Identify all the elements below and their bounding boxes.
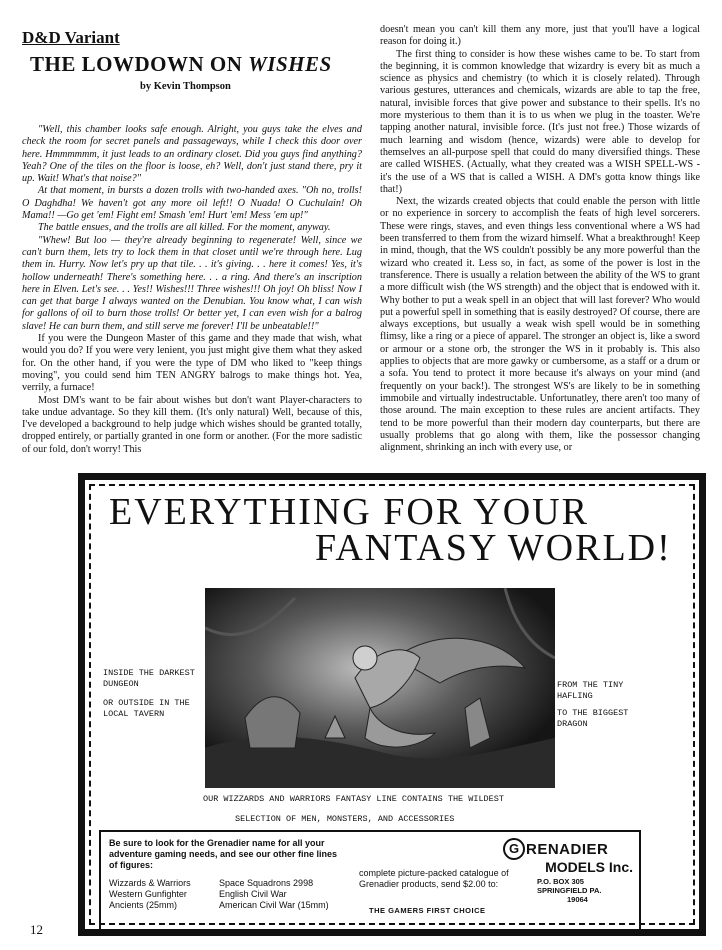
- lines-col-2: [219, 878, 329, 911]
- left-column: [22, 124, 362, 456]
- logo-g-icon: G: [503, 838, 525, 860]
- paragraph: "Well, this chamber looks safe enough. Alright, you guys take the elves and check the room for secret panels and passageways, while I check this door over here. Hmmmmmm, it just leads to an ordinary closet. Did you guys find anything? Yeah? One of the tiles on the floor is loose, eh? Well, don't just stand there, pry it up. Wait! What's that noise?": [22, 124, 362, 185]
- article-title: [30, 52, 360, 77]
- catalogue-text: complete picture-packed catalogue of Grenadier products, send $2.00 to:: [359, 868, 509, 889]
- address-line: P.O. BOX 305: [537, 877, 584, 886]
- address-line: 19064: [567, 895, 588, 904]
- paragraph: The first thing to consider is how these wishes came to be. To start from the beginning, it is common knowledge that wizardry is every bit as much a science as physics and chemistry (to which it is closely related). Through various gestures, utterances and chemicals, wizards are able to tap the free, natural, invisible forces that give power and substance to their spells. It's no more mysterious to them than it is to us when we plug in the toaster. We're tapping another natural, invisible force. (It's just not free.) Those wizards of much learning and wisdom (hence, wizards) were able to develop for themselves an all-purpose spell that could do many diversified things. These are called WISHES. (Actually, what they created was a WISH SPELL-WS - it's the use of a WS that is called a WISH. A DM's gotta know things like that!): [380, 48, 700, 195]
- ad-headline-2: FANTASY WORLD!: [315, 527, 672, 569]
- figure-line: Wizzards & Warriors: [109, 878, 191, 888]
- ad-bottom-line-2: SELECTION OF MEN, MONSTERS, AND ACCESSORIES: [235, 814, 455, 824]
- paragraph: Most DM's want to be fair about wishes but don't want Player-characters to take undue advantage. So they kill them. (It's only natural) Well, because of this, I've developed a background to help judge which wishes should be granted totally, dropped entirely, or partially granted in one form or another. (For the more sadistic of our fold, don't worry! This: [22, 394, 362, 455]
- paragraph: "Whew! But loo — they're already beginning to regenerate! Well, since we can't burn them, lets try to lock them in that closet until we're through here. Lug them in. Hurry. Now let's pry up that tile. . . it's giving. . . here it comes! Yes, it's hollow underneath! There's something here. . . a ring. And there's an inscription here in Elven. Let's see. . . Yes!! Wishes!!! Three wishes!!! Oh joy! Oh bliss! Now I can get that barge I always wanted on the Denubian. You know what, I can wish for gallons of oil to burn those trolls! Or better yet, I can even wish for a balrog slave! He can burn them, and still serve me forever! I'll be unbeatable!!": [22, 234, 362, 332]
- ad-caption-left-1: INSIDE THE DARKEST DUNGEON: [103, 668, 195, 689]
- grenadier-advertisement: [78, 473, 706, 936]
- paragraph: Next, the wizards created objects that could enable the person with little or no experience in sorcery to accomplish the feats of high level sorcerers. These were rings, staves, and even things less conventional where a WS had been transferred to them from the wizard himself. What a breakthrough! Keep in mind, though, that the WS couldn't possibly be any more powerful than the wizard who created it. Less so, in fact, as some of the power is lost in the transference. There is usually a relation between the ability of the WS to grant a more difficult wish (the WS strength) and the object that is endowed with it. Why bother to put a weak spell in an object that will last forever? Who would put a powerful spell in something that is easily destroyed? Of course, there are always exceptions, but usually a weak wish spell would be in something flimsy, like a ring or a piece of apparel. The stronger an object is, like a sword or armour or a stone orb, the stronger the WS in it probably is. This also applies to objects that are more gawky or cumbersome, as a staff or a drum or a sofa. You tend to protect it more because it's always on your mind (and frequently on your back!). The strongest WS's are likely to be in something immobile and virtually indestructable. Unfortunatley, there aren't too many of those around. The main exception to these rules are ancient artifacts. They tend to be more powerful than their modern day counterparts, but there are usually problems that go along with them, like the possessor changing alignment, shrinking an inch with every use, or: [380, 196, 700, 454]
- paragraph: The battle ensues, and the trolls are all killed. For the moment, anyway.: [38, 222, 331, 234]
- box-intro: Be sure to look for the Grenadier name for all your adventure gaming needs, and see our other fine lines of figures:: [109, 838, 338, 870]
- ad-headline-1: EVERYTHING FOR YOUR: [109, 491, 589, 533]
- grenadier-logo: [503, 838, 633, 904]
- dragon-photo: [205, 588, 555, 788]
- figure-line: American Civil War (15mm): [219, 900, 329, 910]
- ad-info-box: [99, 830, 641, 934]
- dragon-figure-illustration: [205, 588, 555, 788]
- title-emphasis: WISHES: [248, 52, 332, 76]
- ad-caption-right-1: FROM THE TINY HAFLING: [557, 680, 624, 701]
- address: [537, 877, 633, 904]
- figure-line: Ancients (25mm): [109, 900, 178, 910]
- ad-caption-right-2: TO THE BIGGEST DRAGON: [557, 708, 629, 729]
- logo-name: RENADIER: [526, 840, 609, 858]
- title-prefix: THE LOWDOWN ON: [30, 52, 249, 76]
- logo-line-2: MODELS Inc.: [545, 859, 633, 875]
- page-number: 12: [30, 922, 43, 937]
- figure-line: English Civil War: [219, 889, 287, 899]
- paragraph: If you were the Dungeon Master of this game and they made that wish, what would you do? If you were very lenient, you just might give them what they asked for. On the other hand, if you were the type of DM who liked to "keep things moving", you could send him TEN ANGRY balrogs to make things hot. Yea, verrily, a furnace!: [22, 333, 362, 394]
- ad-bottom-line-1: OUR WIZZARDS AND WARRIORS FANTASY LINE CONTAINS THE WILDEST: [203, 794, 504, 804]
- byline: by Kevin Thompson: [140, 81, 231, 92]
- lines-col-1: [109, 878, 191, 911]
- address-line: SPRINGFIELD PA.: [537, 886, 602, 895]
- paragraph: doesn't mean you can't kill them any more, just that you'll have a logical reason for doing it.): [380, 24, 700, 48]
- figure-line: Western Gunfighter: [109, 889, 187, 899]
- right-column: [380, 24, 700, 454]
- section-label: D&D Variant: [22, 28, 120, 47]
- figure-line: Space Squadrons 2998: [219, 878, 314, 888]
- ad-caption-left-2: OR OUTSIDE IN THE LOCAL TAVERN: [103, 698, 190, 719]
- paragraph: At that moment, in bursts a dozen trolls with two-handed axes. "Oh no, trolls! O Daghdha! We haven't got any more oil left!! O Nuada! O Cuchulain! Oh Mama!! —Go get 'em! Fight em! Smash 'em! Hurt 'em! Mess 'em up!": [22, 185, 362, 222]
- slogan: THE GAMERS FIRST CHOICE: [369, 906, 486, 915]
